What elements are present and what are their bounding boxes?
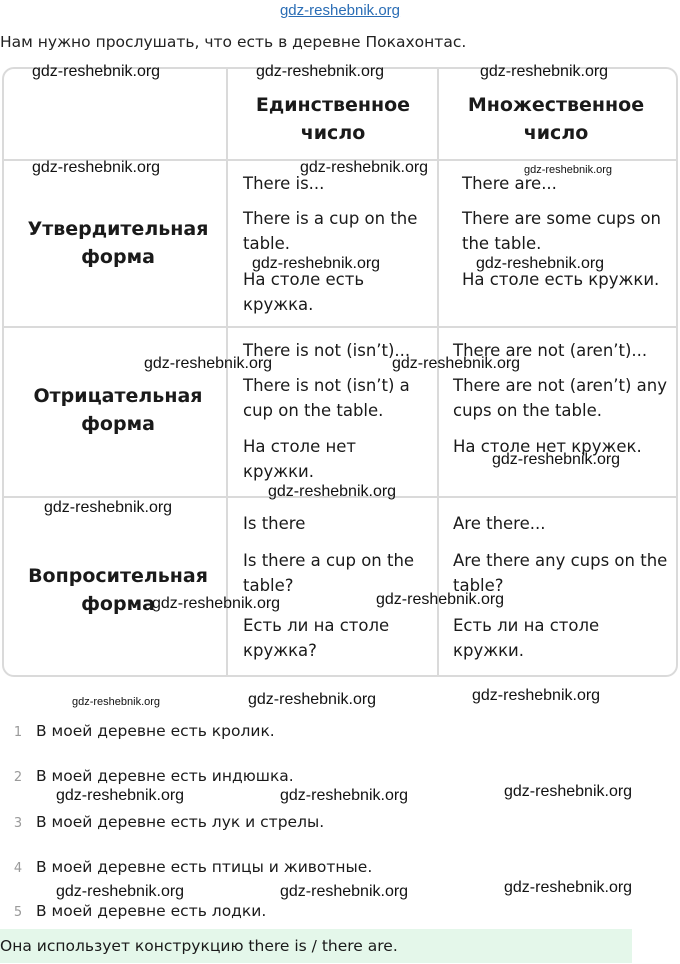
- list-item: [0, 813, 324, 831]
- item-text: В моей деревне есть птицы и животные.: [36, 858, 373, 876]
- cell-text: There are not (aren’t)...: [453, 341, 648, 360]
- item-number: 1: [13, 725, 23, 740]
- cell-text: Are there...: [453, 514, 546, 533]
- cell-text: There is not (isn’t) a cup on the table.: [243, 376, 410, 420]
- intro-text: Нам нужно прослушать, что есть в деревне Покахонтас.: [0, 33, 467, 51]
- cell-text: Есть ли на столе кружки.: [453, 616, 600, 660]
- list-item: [0, 722, 275, 740]
- item-text: В моей деревне есть индюшка.: [36, 767, 294, 785]
- cell-text: Are there any cups on the table?: [453, 551, 668, 595]
- list-item: [0, 767, 294, 785]
- watermark: gdz-reshebnik.org: [268, 483, 397, 500]
- item-text: В моей деревне есть лук и стрелы.: [36, 813, 325, 831]
- watermark: gdz-reshebnik.org: [252, 255, 381, 272]
- item-number: 2: [13, 770, 23, 785]
- item-number: 5: [13, 905, 23, 920]
- cell-text: Is there: [243, 514, 306, 533]
- watermark: gdz-reshebnik.org: [72, 696, 161, 708]
- row-label-negative: Отрицательная форма: [33, 385, 203, 435]
- watermark: gdz-reshebnik.org: [152, 595, 281, 612]
- watermark: gdz-reshebnik.org: [504, 783, 633, 800]
- watermark: gdz-reshebnik.org: [472, 687, 601, 704]
- table-divider: [4, 326, 676, 328]
- watermark: gdz-reshebnik.org: [300, 159, 429, 176]
- item-text: В моей деревне есть кролик.: [36, 722, 275, 740]
- watermark: gdz-reshebnik.org: [44, 499, 173, 516]
- list-item: [0, 902, 266, 920]
- cell-text: На столе есть кружки.: [462, 270, 660, 289]
- watermark: gdz-reshebnik.org: [32, 63, 161, 80]
- watermark: gdz-reshebnik.org: [376, 591, 505, 608]
- watermark: gdz-reshebnik.org: [480, 63, 609, 80]
- header-singular: Единственное число: [255, 94, 411, 144]
- watermark: gdz-reshebnik.org: [524, 164, 613, 176]
- watermark: gdz-reshebnik.org: [280, 883, 409, 900]
- watermark: gdz-reshebnik.org: [144, 355, 273, 372]
- site-link[interactable]: gdz-reshebnik.org: [279, 2, 401, 19]
- item-number: 4: [13, 861, 23, 876]
- list-item: [0, 858, 372, 876]
- cell-text: На столе нет кружек.: [453, 437, 642, 456]
- watermark: gdz-reshebnik.org: [504, 879, 633, 896]
- watermark: gdz-reshebnik.org: [56, 883, 185, 900]
- cell-text: There is a cup on the table.: [243, 209, 418, 253]
- cell-text: На столе есть кружка.: [243, 270, 365, 314]
- row-label-interrogative: Вопросительная форма: [28, 565, 208, 615]
- watermark: gdz-reshebnik.org: [56, 787, 185, 804]
- cell-text: There is...: [243, 174, 325, 193]
- cell-text: There is not (isn’t)...: [243, 341, 411, 360]
- item-text: В моей деревне есть лодки.: [36, 902, 267, 920]
- watermark: gdz-reshebnik.org: [248, 691, 377, 708]
- cell-text: Is there a cup on the table?: [243, 551, 415, 595]
- cell-text: There are not (aren’t) any cups on the table.: [453, 376, 668, 420]
- cell-text: There are some cups on the table.: [462, 209, 661, 253]
- cell-text: There are...: [462, 174, 557, 193]
- watermark: gdz-reshebnik.org: [256, 63, 385, 80]
- item-number: 3: [13, 816, 23, 831]
- watermark: gdz-reshebnik.org: [280, 787, 409, 804]
- watermark: gdz-reshebnik.org: [476, 255, 605, 272]
- watermark: gdz-reshebnik.org: [392, 355, 521, 372]
- cell-text: Есть ли на столе кружка?: [243, 616, 390, 660]
- row-label-affirmative: Утвердительная форма: [27, 218, 209, 268]
- conclusion-note: Она использует конструкцию there is / there are.: [0, 929, 632, 963]
- cell-text: На столе нет кружки.: [243, 437, 357, 481]
- header-plural: Множественное число: [467, 94, 645, 144]
- watermark: gdz-reshebnik.org: [492, 451, 621, 468]
- watermark: gdz-reshebnik.org: [32, 159, 161, 176]
